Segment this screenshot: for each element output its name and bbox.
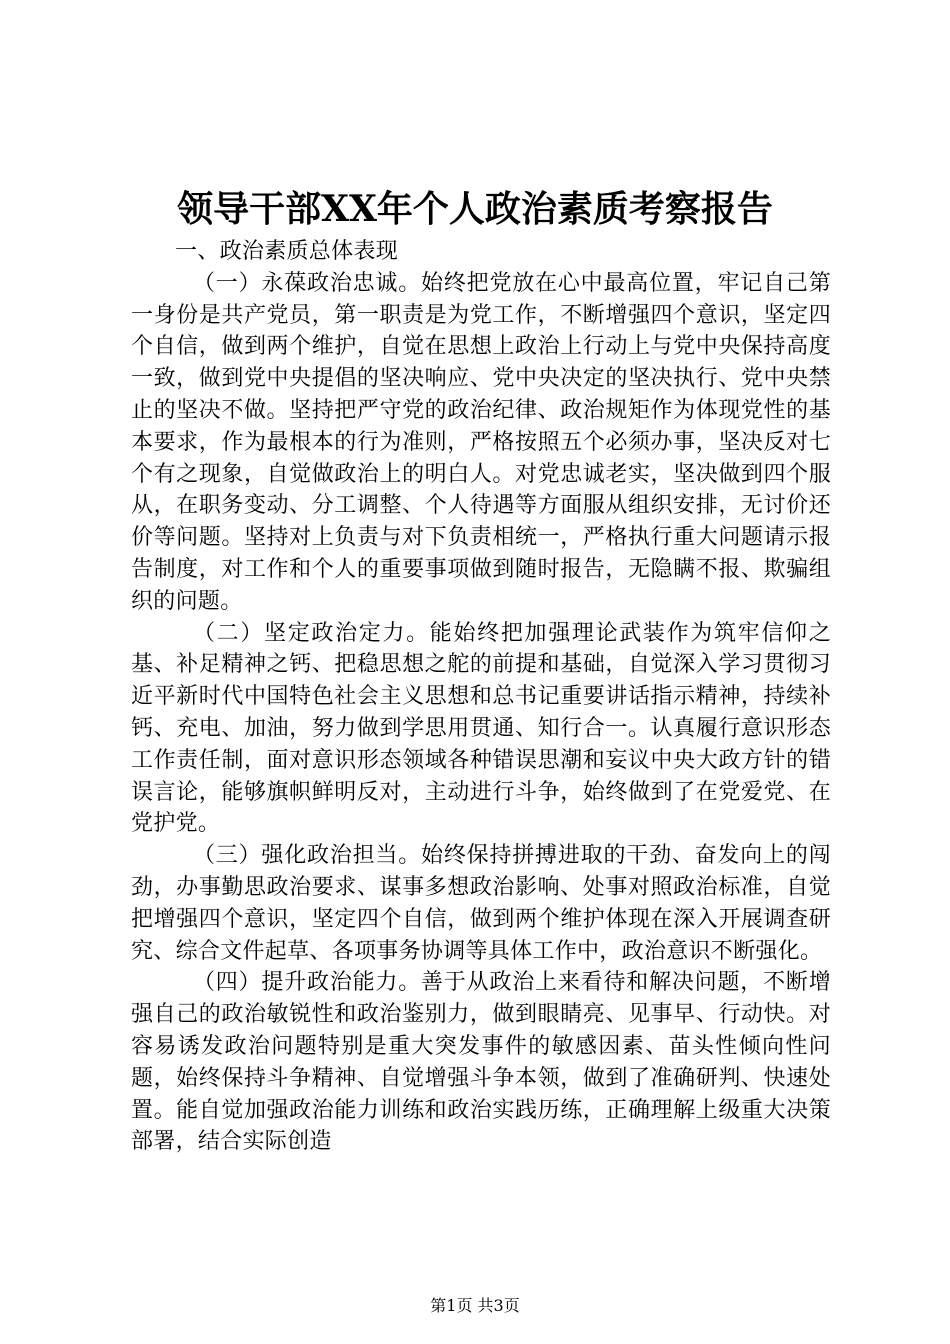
- paragraph-resolve: （二）坚定政治定力。能始终把加强理论武装作为筑牢信仰之基、补足精神之钙、把稳思想之舵的前提和基础，自觉深入学习贯彻习近平新时代中国特色社会主义思想和总书记重要讲话指示精神，持续补钙、充电、加油，努力做到学思用贯通、知行合一。认真履行意识形态工作责任制，面对意识形态领域各种错误思潮和妄议中央大政方针的错误言论，能够旗帜鲜明反对，主动进行斗争，始终做到了在党爱党、在党护党。: [131, 620, 831, 837]
- paragraph-loyalty: （一）永葆政治忠诚。始终把党放在心中最高位置，牢记自己第一身份是共产党员，第一职责是为党工作，不断增强四个意识，坚定四个自信，做到两个维护，自觉在思想上政治上行动上与党中央保持高度一致，做到党中央提倡的坚决响应、党中央决定的坚决执行、党中央禁止的坚决不做。坚持把严守党的政治纪律、政治规矩作为体现党性的基本要求，作为最根本的行为准则，严格按照五个必须办事，坚决反对七个有之现象，自觉做政治上的明白人。对党忠诚老实，坚决做到四个服从，在职务变动、分工调整、个人待遇等方面服从组织安排，无讨价还价等问题。坚持对上负责与对下负责相统一，严格执行重大问题请示报告制度，对工作和个人的重要事项做到随时报告，无隐瞒不报、欺骗组织的问题。: [131, 270, 831, 614]
- document-title: 领导干部XX年个人政治素质考察报告: [177, 188, 773, 230]
- paragraph-responsibility: （三）强化政治担当。始终保持拼搏进取的干劲、奋发向上的闯劲，办事勤思政治要求、谋事多想政治影响、处事对照政治标准，自觉把增强四个意识，坚定四个自信，做到两个维护体现在深入开展调查研究、综合文件起草、各项事务协调等具体工作中，政治意识不断强化。: [131, 843, 831, 964]
- document-body: [131, 236, 831, 1158]
- page-number-footer: 第1页 共3页: [430, 1296, 520, 1315]
- paragraph-capability: （四）提升政治能力。善于从政治上来看待和解决问题，不断增强自己的政治敏锐性和政治鉴别力，做到眼睛亮、见事早、行动快。对容易诱发政治问题特别是重大突发事件的敏感因素、苗头性倾向性问题，始终保持斗争精神、自觉增强斗争本领，做到了准确研判、快速处置。能自觉加强政治能力训练和政治实践历练，正确理解上级重大决策部署，结合实际创造: [131, 970, 831, 1155]
- section-heading: 一、政治素质总体表现: [175, 239, 399, 264]
